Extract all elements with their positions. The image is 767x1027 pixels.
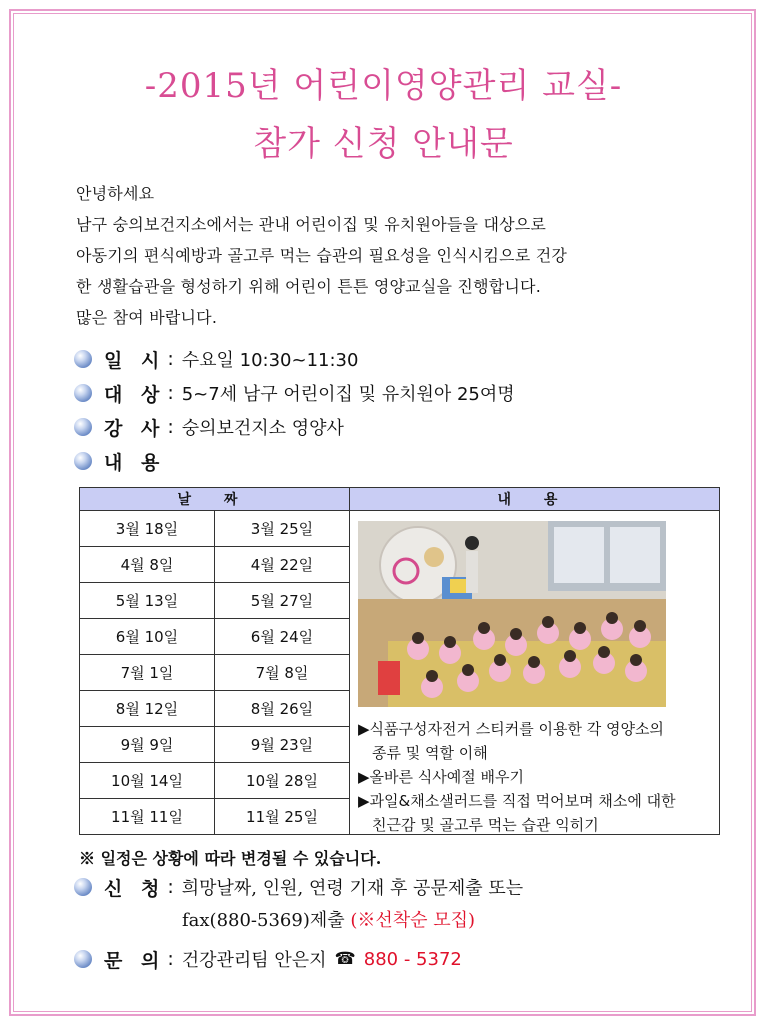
bullet-icon bbox=[74, 452, 92, 470]
info-value: 5~7세 남구 어린이집 및 유치원아 25여명 bbox=[181, 384, 515, 405]
table-cell-date: 4월 22일 bbox=[215, 547, 350, 583]
intro-line: 많은 참여 바랍니다. bbox=[76, 308, 218, 327]
first-come-notice: (※선착순 모집) bbox=[350, 910, 476, 931]
class-photo bbox=[358, 521, 666, 707]
info-apply bbox=[74, 872, 523, 902]
table-cell-date: 8월 26일 bbox=[215, 691, 350, 727]
table-cell-date: 10월 28일 bbox=[215, 763, 350, 799]
info-inquiry bbox=[74, 944, 462, 974]
table-cell-date: 5월 13일 bbox=[80, 583, 215, 619]
table-header-content: 내 용 bbox=[350, 488, 720, 511]
bullet-item: 종류 및 역할 이해 bbox=[372, 744, 488, 762]
inquiry-phone: 880 - 5372 bbox=[363, 948, 462, 970]
intro-line: 안녕하세요 bbox=[76, 184, 155, 203]
table-cell-date: 11월 25일 bbox=[215, 799, 350, 835]
bullet-icon bbox=[74, 878, 92, 896]
title-line-1: -2015년 어린이영양관리 교실- bbox=[144, 66, 623, 106]
table-cell-date: 8월 12일 bbox=[80, 691, 215, 727]
schedule-change-notice: ※ 일정은 상황에 따라 변경될 수 있습니다. bbox=[79, 849, 382, 868]
intro-line: 한 생활습관을 형성하기 위해 어린이 튼튼 영양교실을 진행합니다. bbox=[76, 277, 542, 296]
table-header-dates: 날 짜 bbox=[80, 488, 350, 511]
table-cell-date: 7월 8일 bbox=[215, 655, 350, 691]
table-cell-date: 9월 9일 bbox=[80, 727, 215, 763]
info-target bbox=[74, 378, 515, 408]
info-label: 강 사 bbox=[104, 417, 166, 440]
phone-icon: ☎ bbox=[334, 949, 356, 969]
bullet-icon bbox=[74, 350, 92, 368]
info-separator: : bbox=[167, 348, 174, 370]
title-line-2: 참가 신청 안내문 bbox=[253, 124, 514, 164]
info-separator: : bbox=[167, 948, 174, 970]
info-label: 일 시 bbox=[104, 349, 166, 372]
table-cell-date: 7월 1일 bbox=[80, 655, 215, 691]
info-schedule bbox=[74, 344, 358, 374]
info-contents bbox=[74, 446, 165, 476]
class-photo-illustration bbox=[358, 521, 666, 707]
info-label: 내 용 bbox=[104, 451, 166, 474]
table-cell-date: 3월 25일 bbox=[215, 511, 350, 547]
schedule-table bbox=[79, 487, 720, 835]
info-label: 문 의 bbox=[104, 949, 166, 972]
bullet-icon bbox=[74, 418, 92, 436]
table-cell-date: 10월 14일 bbox=[80, 763, 215, 799]
bullet-icon bbox=[74, 384, 92, 402]
bullet-item: ▶과일&채소샐러드를 직접 먹어보며 채소에 대한 bbox=[358, 792, 676, 810]
info-separator: : bbox=[167, 416, 174, 438]
info-separator: : bbox=[167, 382, 174, 404]
bullet-item: ▶식품구성자전거 스티커를 이용한 각 영양소의 bbox=[358, 720, 664, 738]
info-label: 신 청 bbox=[104, 877, 166, 900]
info-label: 대 상 bbox=[104, 383, 166, 406]
table-cell-date: 9월 23일 bbox=[215, 727, 350, 763]
apply-instructions: 희망날짜, 인원, 연령 기재 후 공문제출 또는 bbox=[181, 878, 524, 899]
info-value: 수요일 10:30~11:30 bbox=[181, 350, 359, 371]
intro-line: 아동기의 편식예방과 골고루 먹는 습관의 필요성을 인식시킴으로 건강 bbox=[76, 246, 568, 265]
table-cell-date: 4월 8일 bbox=[80, 547, 215, 583]
apply-fax-line bbox=[182, 906, 475, 932]
intro-paragraph bbox=[76, 178, 716, 333]
table-cell-content bbox=[350, 511, 720, 835]
bullet-item: ▶올바른 식사예절 배우기 bbox=[358, 768, 524, 786]
table-cell-date: 11월 11일 bbox=[80, 799, 215, 835]
info-value: 숭의보건지소 영양사 bbox=[181, 418, 344, 439]
table-cell-date: 6월 10일 bbox=[80, 619, 215, 655]
bullet-icon bbox=[74, 950, 92, 968]
info-instructor bbox=[74, 412, 344, 442]
table-cell-date: 3월 18일 bbox=[80, 511, 215, 547]
content-bullets bbox=[358, 717, 714, 837]
inquiry-contact: 건강관리팀 안은지 bbox=[181, 950, 327, 971]
intro-line: 남구 숭의보건지소에서는 관내 어린이집 및 유치원아들을 대상으로 bbox=[76, 215, 547, 234]
table-cell-date: 6월 24일 bbox=[215, 619, 350, 655]
table-cell-date: 5월 27일 bbox=[215, 583, 350, 619]
apply-fax: fax(880-5369)제출 bbox=[182, 910, 345, 931]
bullet-item: 친근감 및 골고루 먹는 습관 익히기 bbox=[372, 816, 599, 834]
info-separator: : bbox=[167, 876, 174, 898]
